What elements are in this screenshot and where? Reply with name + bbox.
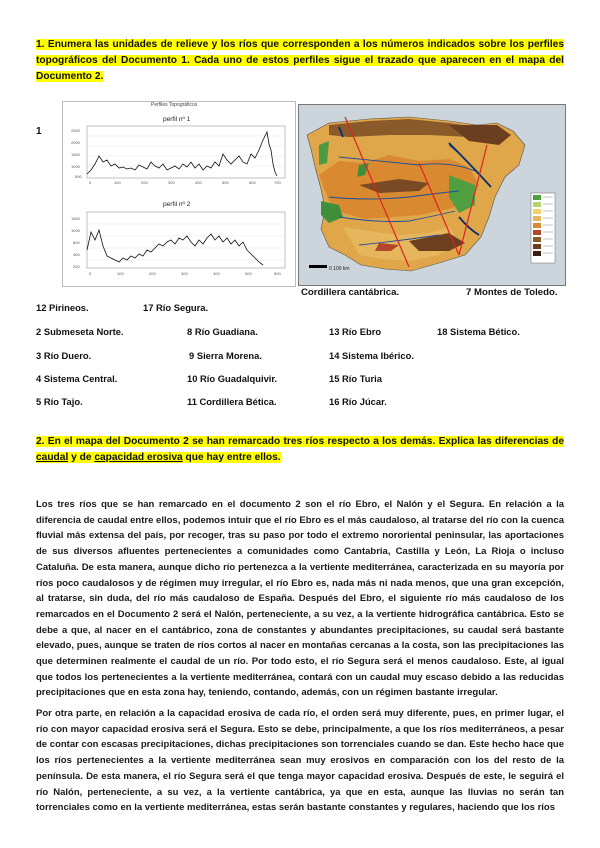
answer-item: 18 Sistema Bético. bbox=[437, 326, 520, 337]
figure-title: Perfiles Topográficos bbox=[151, 102, 198, 108]
question-2-heading bbox=[36, 434, 564, 466]
svg-text:200: 200 bbox=[73, 264, 80, 269]
answer-item: 8 Río Guadiana. bbox=[187, 326, 258, 337]
answer-paragraph-1: Los tres ríos que se han remarcado en el documento 2 son el río Ebro, el Nalón y el Segura. En relación a la diferencia de caudal entre ellos, podemos intuir que el río Ebro es el más caudaloso, al tratarse del río con la cuenca fluvial más extensa del país, por recoger, tras su paso por todo el extremo nororiental peninsular, las aportaciones de sus diversos afluentes pertenecientes a comunidades como Cantabria, Castilla y León, La Rioja o incluso Cataluña. De esta manera, aunque dicho río pertenezca a la vertiente mediterránea, caracterizada en su mayoría por ríos poco caudalosos y de régimen muy irregular, el río Ebro es, nada más ni nada menos, que una gran excepción, al tratarse, sin duda, del río más caudaloso de España. Después del Ebro, el siguiente río más caudaloso de los remarcados en el Documento 2 será el Nalón, perteneciente, a su vez, a la vertiente hidrográfica cantábrica. Esto se debe a que, al nacer en el cantábrico, zona de constantes y abundantes precipitaciones, su caudal será bastante elevado, pues, aunque se traten de ríos cortos al nacer en montañas cercanas a la costa, son las precipitaciones las que determinen realmente el caudal de un río. Por todo esto, el río Segura será el menos caudaloso. Este, al igual que todos los pertenecientes a la vertiente mediterránea, contará con un caudal muy escaso debido a las reducidas precipitaciones que en esta zona hay, teniendo, contando, además, con un régimen bastante irregular. bbox=[36, 499, 564, 699]
svg-text:600: 600 bbox=[249, 180, 256, 185]
question-1-text: 1. Enumera las unidades de relieve y los ríos que corresponden a los números indicados sobre los perfiles topográficos del Documento 1. Cada uno de estos perfiles sigue el trazado que aparecen en el mapa del Documento 2. bbox=[36, 39, 564, 82]
figure-number-label: 1 bbox=[36, 126, 42, 137]
map-scale: 0 100 km bbox=[329, 266, 350, 272]
answer-item: 14 Sistema Ibérico. bbox=[329, 350, 414, 361]
answer-item: 5 Río Tajo. bbox=[36, 396, 83, 407]
keyword-caudal: caudal bbox=[36, 452, 69, 463]
svg-text:800: 800 bbox=[73, 240, 80, 245]
svg-text:600: 600 bbox=[274, 271, 281, 276]
iberia-map-graphic bbox=[299, 105, 565, 285]
relief-map bbox=[298, 104, 566, 286]
svg-text:1000: 1000 bbox=[71, 228, 80, 233]
svg-text:2500: 2500 bbox=[71, 128, 80, 133]
answer-item: 9 Sierra Morena. bbox=[189, 350, 262, 361]
answer-item: 12 Pirineos. bbox=[36, 302, 89, 313]
svg-text:0: 0 bbox=[89, 271, 92, 276]
answer-item: 2 Submeseta Norte. bbox=[36, 326, 124, 337]
answer-item: 13 Río Ebro bbox=[329, 326, 382, 337]
svg-text:100: 100 bbox=[114, 180, 121, 185]
svg-text:200: 200 bbox=[149, 271, 156, 276]
svg-text:2000: 2000 bbox=[71, 140, 80, 145]
answer-item: 15 Río Turia bbox=[329, 373, 382, 384]
svg-text:700: 700 bbox=[274, 180, 281, 185]
svg-text:400: 400 bbox=[213, 271, 220, 276]
svg-text:300: 300 bbox=[168, 180, 175, 185]
profile-2-title: perfil nº 2 bbox=[163, 201, 191, 208]
question-1-heading bbox=[36, 37, 564, 85]
profile-1-chart bbox=[69, 124, 289, 188]
svg-text:500: 500 bbox=[245, 271, 252, 276]
question-2-text-a: 2. En el mapa del Documento 2 se han remarcado tres ríos respecto a los demás. Explica las diferencias de bbox=[36, 436, 564, 447]
svg-text:400: 400 bbox=[73, 252, 80, 257]
question-2-text-b: y de bbox=[68, 452, 95, 463]
answer-item: 10 Río Guadalquivir. bbox=[187, 373, 278, 384]
svg-text:100: 100 bbox=[117, 271, 124, 276]
svg-text:500: 500 bbox=[75, 174, 82, 179]
keyword-capacidad-erosiva: capacidad erosiva bbox=[94, 452, 183, 463]
svg-text:500: 500 bbox=[222, 180, 229, 185]
svg-text:1500: 1500 bbox=[71, 152, 80, 157]
question-2-text-c: que hay entre ellos. bbox=[182, 452, 281, 463]
caption-cordillera: Cordillera cantábrica. bbox=[301, 287, 400, 298]
svg-text:400: 400 bbox=[195, 180, 202, 185]
svg-text:300: 300 bbox=[181, 271, 188, 276]
answer-item: 3 Río Duero. bbox=[36, 350, 92, 361]
svg-text:0: 0 bbox=[89, 180, 92, 185]
profile-1-title: perfil nº 1 bbox=[163, 116, 191, 123]
answer-item: 4 Sistema Central. bbox=[36, 373, 118, 384]
caption-montes: 7 Montes de Toledo. bbox=[466, 287, 558, 298]
svg-text:200: 200 bbox=[141, 180, 148, 185]
profile-2-chart bbox=[69, 210, 289, 280]
answer-paragraph-2: Por otra parte, en relación a la capacidad erosiva de cada río, el orden será muy diferente, pues, en primer lugar, el río con mayor capacidad erosiva será el Segura. Esto se debe, principalmente, a que los ríos mediterráneos, a pesar de contar con escasas precipitaciones, dichas precipitaciones son torrenciales cuando se dan. Este hecho hace que los ríos pertenecientes a la vertiente mediterránea sean muy erosivos en comparación con los del resto de la península. De esta manera, el río Segura será el que tenga mayor capacidad erosiva. Después de este, le seguirá el río Nalón, perteneciente, a su vez, a la vertiente cantábrica, ya que en esta, aunque las lluvias no serán tan torrenciales como en la vertiente mediterránea, estas serán bastante constantes y regulares, haciendo que los ríos bbox=[36, 708, 564, 814]
answer-item: 16 Río Júcar. bbox=[329, 396, 387, 407]
svg-text:1000: 1000 bbox=[71, 164, 80, 169]
svg-text:1500: 1500 bbox=[71, 216, 80, 221]
answer-item: 17 Río Segura. bbox=[143, 302, 209, 313]
topographic-profiles-figure bbox=[62, 101, 296, 287]
answer-item: 11 Cordillera Bética. bbox=[187, 396, 277, 407]
